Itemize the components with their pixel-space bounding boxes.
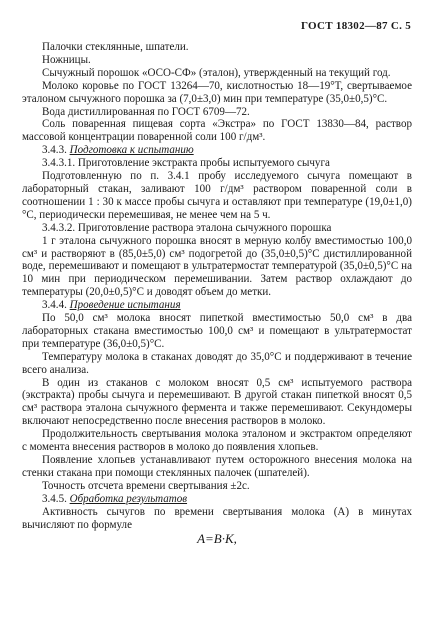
paragraph: Ножницы. — [42, 53, 91, 66]
paragraph: Температуру молока в стаканах доводят до 35,0°С и поддерживают в течение всего анализа. — [22, 350, 412, 376]
paragraph: Соль поваренная пищевая сорта «Экстра» по ГОСТ 13830—84, раствор массовой концентрации поваренной соли 100 г/дм³. — [22, 118, 412, 144]
section-number: 3.4.3.2. — [42, 221, 76, 234]
paragraph: Продолжительность свертывания молока эталоном и экстрактом определяют с момента внесения растворов в молоко до появления хлопьев. — [22, 428, 412, 454]
section-title: Подготовка к испытанию — [69, 144, 194, 157]
section-number: 3.4.4. — [42, 299, 67, 312]
page-header: ГОСТ 18302—87 С. 5 — [300, 20, 411, 32]
paragraph: В один из стаканов с молоком вносят 0,5 см³ испытуемого раствора (экстракта) пробы сычуга и перемешивают. В другой стакан пипеткой вносят 0,5 см³ раствора эталона сычужного фермента и также перемешивают. Секундомеры включают непосредственно после внесения растворов в молоко. — [22, 376, 412, 428]
paragraph: Молоко коровье по ГОСТ 13264—70, кислотностью 18—19°Т, свертываемое эталоном сычужного порошка за (7,0±3,0) мин при температуре (35,0±0,5)°С. — [22, 79, 412, 105]
section-title: Приготовление экстракта пробы испытуемого сычуга — [77, 157, 330, 170]
paragraph: Сычужный порошок «ОСО-СФ» (эталон), утвержденный на текущий год. — [42, 66, 391, 79]
paragraph: Появление хлопьев устанавливают путем осторожного внесения молока на стенки стакана при помощи стеклянных палочек (шпателей). — [22, 454, 412, 479]
section-title: Проведение испытания — [69, 299, 181, 312]
paragraph: Палочки стеклянные, шпатели. — [42, 41, 189, 53]
paragraph: По 50,0 см³ молока вносят пипеткой вместимостью 50,0 см³ в два лабораторных стакана вместимостью 100,0 см³ и помещают в ультратермостат при температуре (36,0±0,5)°С. — [22, 312, 412, 350]
section-heading — [22, 493, 412, 506]
section-heading — [22, 144, 412, 157]
section-number: 3.4.5. — [42, 492, 67, 505]
formula: A=B·K, — [197, 531, 237, 547]
paragraph: Вода дистиллированная по ГОСТ 6709—72. — [42, 105, 250, 118]
section-heading — [22, 222, 412, 235]
section-number: 3.4.3. — [42, 144, 67, 157]
paragraph: Точность отсчета времени свертывания ±2с. — [42, 479, 250, 492]
paragraph: Подготовленную по п. 3.4.1 пробу исследуемого сычуга помещают в лабораторный стакан, заливают 100 г/дм³ раствором поваренной соли в соотношении 1 : 30 к массе пробы сычуга и оставляют при температуре (19,0±1,0)°С, периодически перемешивая, не менее чем на 5 ч. — [22, 170, 412, 221]
section-title: Приготовление раствора эталона сычужного порошка — [77, 221, 332, 234]
section-heading — [22, 157, 412, 170]
paragraph: Активность сычугов по времени свертывания молока (А) в минутах вычисляют по формуле — [22, 505, 412, 531]
document-body — [22, 41, 412, 546]
section-title: Обработка результатов — [69, 492, 188, 505]
section-heading — [22, 299, 412, 312]
paragraph: 1 г эталона сычужного порошка вносят в мерную колбу вместимостью 100,0 см³ и растворяют в (85,0±5,0) см³ подогретой до (35,0±0,5)°С дистиллированной воде, перемешивают и помещают в ультратермостат температурой (35,0±0,5)°С на 10 мин при периодическом перемешивании. Затем раствор охлаждают до температуры (20,0±0,5)°С и доводят объем до метки. — [22, 234, 412, 299]
section-number: 3.4.3.1. — [42, 157, 76, 170]
